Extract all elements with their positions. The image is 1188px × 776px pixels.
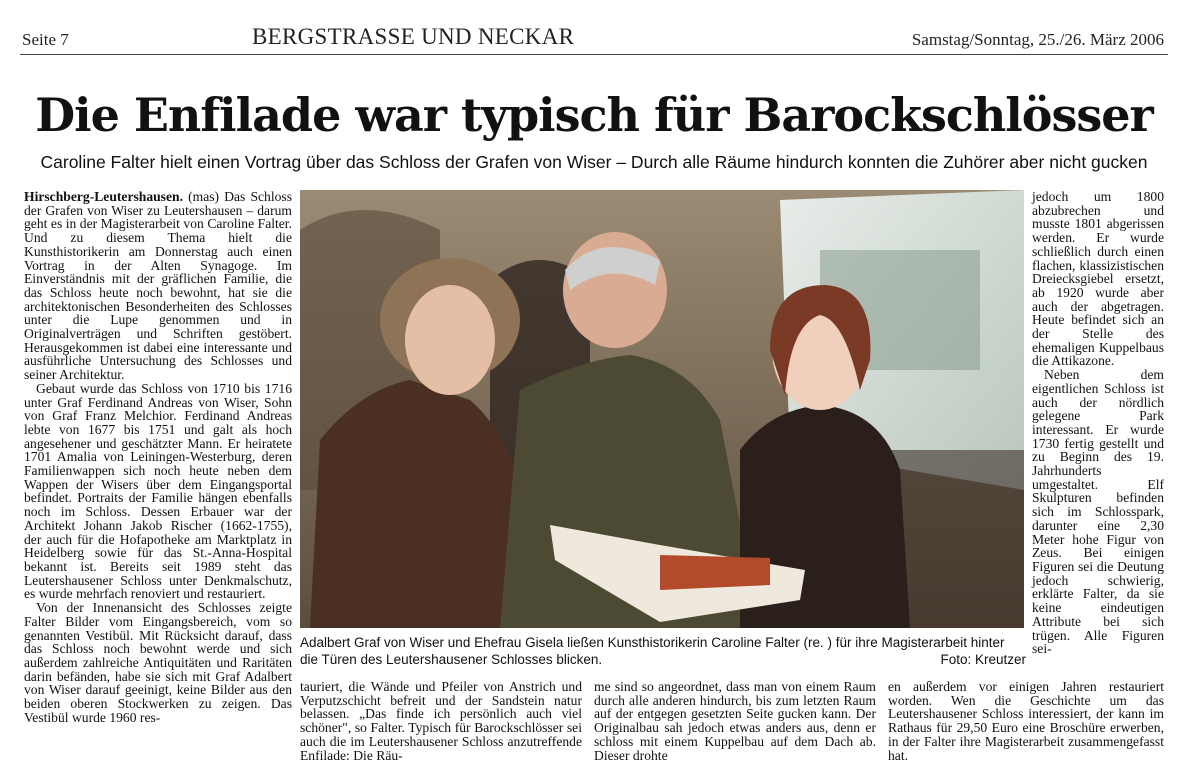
article-photo	[300, 190, 1024, 628]
issue-date: Samstag/Sonntag, 25./26. März 2006	[911, 30, 1164, 49]
paragraph: me sind so angeordnet, dass man von einem Raum durch alle anderen hindurch, bis zum letzten Raum auf der entgegen gesetzten Seite gucken kann. Der Originalbau sah jedoch etwas anders aus, denn er schloss mit einem Kuppelbau auf dem Dach ab. Dieser drohte	[594, 679, 876, 763]
dateline: Hirschberg-Leutershausen.	[24, 189, 183, 204]
paragraph: Gebaut wurde das Schloss von 1710 bis 1716 unter Graf Ferdinand Andreas von Wiser, Sohn von Graf Franz Melchior. Ferdinand Andreas lebte von 1677 bis 1751 und galt als hoch angesehener und geschätzter Mann. Er heiratete 1701 Amalia von Leiningen-Westerburg, deren Familienwappen sich noch heute neben dem Wappen der Wisers über dem Eingangsportal befindet. Portraits der Familie hängen ebenfalls noch im Schloss. Dessen Erbauer war der Architekt Johann Jakob Rischer (1662-1755), der auch für die Hofapotheke am Marktplatz in Heidelberg sowie für das St.-Anna-Hospital bekannt ist. Bereits seit 1989 steht das Leutershausener Schloss unter Denkmalschutz, es wurde mehrfach renoviert und restauriert.	[24, 380, 292, 602]
photo-caption	[300, 634, 1026, 668]
header-rule	[20, 54, 1168, 55]
photo-credit: Foto: Kreutzer	[940, 652, 1026, 667]
page-number: Seite 7	[22, 30, 69, 49]
paragraph: jedoch um 1800 abzubrechen und musste 1801 abgerissen werden. Er wurde schließlich durch einen flachen, klassizistischen Dreiecksgiebel ersetzt, ab 1920 wurde aber auch der abgetragen. Heute befindet sich an der Stelle des ehemaligen Kuppelbaus die Attikazone.	[1032, 189, 1164, 369]
section-title: BERGSTRASSE UND NECKAR	[252, 24, 575, 49]
photo-illustration	[300, 190, 1024, 628]
article-column-2	[300, 680, 582, 762]
paragraph: (mas) Das Schloss der Grafen von Wiser zu Leutershausen – darum geht es in der Magisterarbeit von Caroline Falter. Und zu diesem Thema hielt die Kunsthistorikerin am Donnerstag auch einen Vortrag in der Alten Synagoge. Im Einverständnis mit der gräflichen Familie, die das Schloss heute noch bewohnt, hat sie die architektonischen Besonderheiten des Schlosses unter die Lupe genommen und in Originalverträgen und Schriften gestöbert. Herausgekommen ist dabei eine interessante und ausführliche Untersuchung des Schlosses und seiner Architektur.	[24, 189, 293, 383]
article-column-4	[888, 680, 1164, 762]
paragraph: tauriert, die Wände und Pfeiler von Anstrich und Verputzschicht befreit und der Sandstein natur belassen. „Das finde ich persönlich auch viel schöner", so Falter. Typisch für Barockschlösser sei auch die im Leutershausener Schloss anzutreffende Enfilade: Die Räu-	[300, 679, 582, 763]
article-column-3	[594, 680, 876, 762]
headline: Die Enfilade war typisch für Barockschlösser	[35, 88, 1153, 142]
caption-text: Adalbert Graf von Wiser und Ehefrau Gisela ließen Kunsthistorikerin Caroline Falter (re. ) für ihre Magisterarbeit hinter die Türen des Leutershausener Schlosses blicken.	[300, 635, 1005, 667]
paragraph: Von der Innenansicht des Schlosses zeigte Falter Bilder vom Eingangsbereich, vom so genannten Vestibül. Mit Rücksicht darauf, dass das Schloss noch bewohnt werde und sich außerdem zahlreiche Antiquitäten und Raritäten darin befänden, habe sie sich mit Graf Adalbert von Wiser darauf geeinigt, keine Bilder aus den beiden oberen Stockwerken zu zeigen. Das Vestibül wurde 1960 res-	[24, 600, 292, 725]
article-column-1	[24, 190, 292, 724]
article-column-right	[1032, 190, 1164, 656]
subheadline: Caroline Falter hielt einen Vortrag über das Schloss der Grafen von Wiser – Durch alle Räume hindurch konnten die Zuhörer aber nicht gucken	[40, 152, 1148, 172]
paragraph: Neben dem eigentlichen Schloss ist auch der nördlich gelegene Park interessant. Er wurde 1730 fertig gestellt und zu Beginn des 19. Jahrhunderts umgestaltet. Elf Skulpturen befinden sich im Schlosspark, darunter eine 2,30 Meter hohe Figur von Zeus. Bei einigen Figuren sei die Deutung jedoch schwierig, erklärte Falter, da sie keine eindeutigen Attribute bei sich trügen. Alle Figuren sei-	[1032, 367, 1164, 657]
paragraph: en außerdem vor einigen Jahren restauriert worden. Wen die Geschichte um das Leutershausener Schloss interessiert, der kann im Rathaus für 29,50 Euro eine Broschüre erwerben, in der Falter ihre Magisterarbeit zusammengefasst hat.	[888, 679, 1164, 763]
